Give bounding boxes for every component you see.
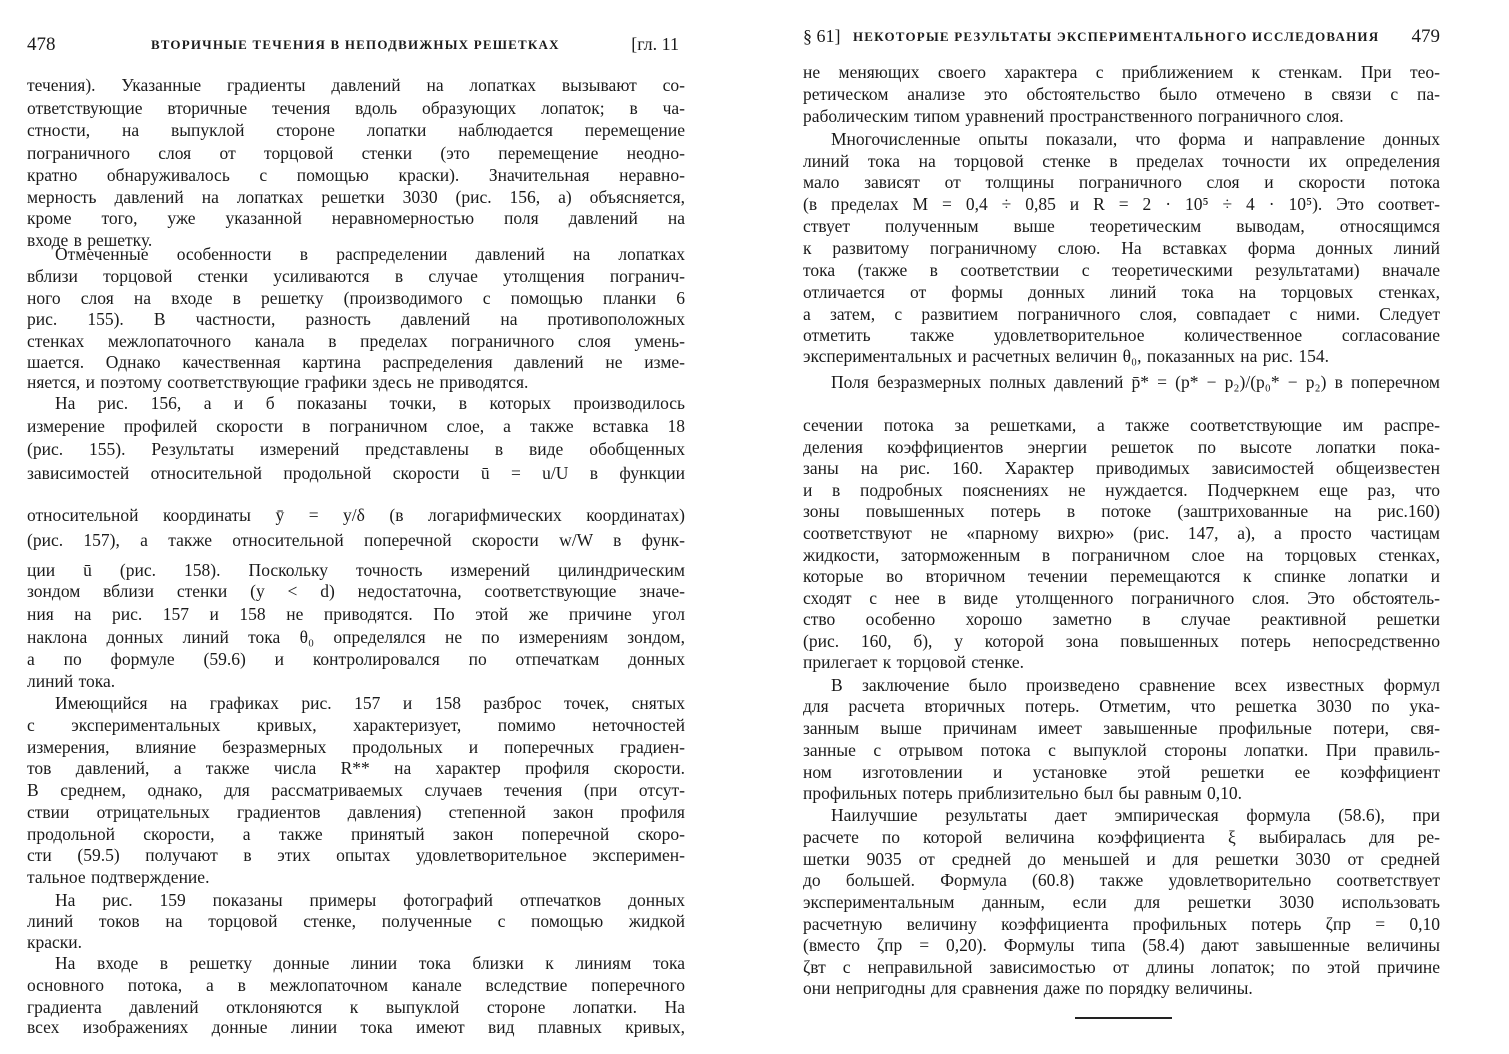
text-line: мало зависят от толщины пограничного слоя и скорости потока — [803, 172, 1440, 192]
text-line: продольной скорости, а также принятый закон поперечной скоро- — [27, 824, 685, 844]
text-line: вблизи торцовой стенки усиливаются в случае утолщения погранич- — [27, 266, 685, 286]
text-line: прилегает к торцовой стенке. — [803, 652, 1025, 672]
text-line: для расчета вторичных потерь. Отметим, что решетка 3030 по ука- — [803, 696, 1440, 716]
text-line: кратно обнаруживалось с помощью краски). Значительная неравно- — [27, 165, 685, 185]
text-line: В заключение было произведено сравнение всех известных формул — [831, 675, 1440, 695]
text-line: ζвт с неправильной зависимостью от длины лопаток; по этой причине — [803, 957, 1440, 977]
text-line: На рис. 159 показаны примеры фотографий отпечатков донных — [55, 890, 685, 910]
text-line: линий тока. — [27, 671, 116, 691]
text-line: всех изображениях донные линии тока имеют вид плавных кривых, — [27, 1017, 685, 1037]
text-line: занные с отрывом потока с выпуклой стороны лопатки. При правиль- — [803, 740, 1440, 760]
running-title: ВТОРИЧНЫЕ ТЕЧЕНИЯ В НЕПОДВИЖНЫХ РЕШЕТКАХ — [151, 37, 560, 52]
running-title: НЕКОТОРЫЕ РЕЗУЛЬТАТЫ ЭКСПЕРИМЕНТАЛЬНОГО ИССЛЕДОВАНИЯ — [853, 29, 1380, 44]
text-line: В среднем, однако, для рассматриваемых случаев течения (при отсут- — [27, 780, 685, 800]
text-line: с экспериментальных кривых, характеризует, помимо неточностей — [27, 715, 685, 735]
text-line: стности, на выпуклой стороне лопатки наблюдается перемещение — [27, 120, 685, 140]
text-line: жидкости, заторможенным в пограничном слое на торцовых стенках, — [803, 545, 1440, 565]
text-line: соответствуют не «парному вихрю» (рис. 147, а), а просто частицам — [803, 523, 1440, 543]
page-header — [803, 26, 1440, 50]
text-line: входе в решетку. — [27, 230, 153, 250]
text-line: расчете по которой величина коэффициента ξ выбиралась для ре- — [803, 827, 1440, 847]
text-line: течения). Указанные градиенты давлений на лопатках вызывают со- — [27, 75, 685, 95]
text-line: а затем, с развитием пограничного слоя, совпадает с ними. Следует — [803, 304, 1440, 324]
text-line: экспериментальных и расчетных величин θ₀, показанных на рис. 154. — [803, 346, 1330, 366]
text-line: экспериментальным данным, если для решетки 3030 использовать — [803, 892, 1440, 912]
text-line: не меняющих своего характера с приближением к стенкам. При тео- — [803, 62, 1440, 82]
text-line: измерение профилей скорости в пограничном слое, а также вставка 18 — [27, 416, 685, 436]
text-line: мерность давлений на лопатках решетки 3030 (рис. 156, а) объясняется, — [27, 187, 685, 207]
page-number: 479 — [1411, 26, 1440, 47]
text-line: тока (также в соответствии с теоретическими результатами) вначале — [803, 260, 1440, 280]
text-line: ного слоя на входе в решетку (производимого с помощью планки 6 — [27, 288, 685, 308]
chapter-label: [гл. 11 — [631, 34, 679, 54]
text-line: профильных потерь приблизительно был бы равным 0,10. — [803, 783, 1243, 803]
right-page — [803, 0, 1440, 1054]
text-line: сти (59.5) получают в этих опытах удовлетворительное эксперимен- — [27, 845, 685, 865]
text-line: няется, и поэтому соответствующие графики здесь не приводятся. — [27, 372, 529, 392]
text-line: сечении потока за решетками, а также соответствующие им распре- — [803, 415, 1440, 435]
text-line: (рис. 155). Результаты измерений представлены в виде обобщенных — [27, 439, 685, 459]
text-line: до большей. Формула (60.8) также удовлетворительно соответствует — [803, 870, 1440, 890]
text-line: деления коэффициентов энергии решеток по высоте лопатки пока- — [803, 437, 1440, 457]
text-line: ния на рис. 157 и 158 не приводятся. По этой же причине угол — [27, 604, 685, 624]
text-line: наклона донных линий тока θ₀ определялся не по измерениям зондом, — [27, 627, 685, 647]
text-line: шается. Однако качественная картина распределения давлений не изме- — [27, 352, 685, 372]
text-line: ство особенно хорошо заметно в случае реактивной решетки — [803, 609, 1440, 629]
text-line: тальное подтверждение. — [27, 867, 210, 887]
text-line: ции ū (рис. 158). Поскольку точность измерений цилиндрическим — [27, 560, 685, 580]
text-line: ретическом анализе это обстоятельство было отмечено в связи с па- — [803, 84, 1440, 104]
text-line: измерения, влияние безразмерных продольных и поперечных градиен- — [27, 737, 685, 757]
text-line: Имеющийся на графиках рис. 157 и 158 разброс точек, снятых — [55, 693, 685, 713]
text-line: они непригодны для сравнения даже по порядку величины. — [803, 978, 1253, 998]
text-line: ствии отрицательных градиентов давления) степенной закон профиля — [27, 802, 685, 822]
text-line: линий токов на торцовой стенке, полученные с помощью жидкой — [27, 911, 685, 931]
end-rule — [1075, 1017, 1172, 1019]
text-line: (вместо ζпр = 0,20). Формулы типа (58.4) дают завышенные величины — [803, 935, 1440, 955]
text-line: заны на рис. 160. Характер приводимых зависимостей общеизвестен — [803, 458, 1440, 478]
text-line: зоны повышенных потерь в потоке (заштрихованные на рис.160) — [803, 501, 1440, 521]
text-line: линий тока на торцовой стенке в пределах точности их определения — [803, 151, 1440, 171]
text-line: (рис. 157), а также относительной поперечной скорости w/W в функ- — [27, 530, 685, 550]
text-line: тов давлений, а также числа R** на характер профиля скорости. — [27, 758, 685, 778]
page-number: 478 — [27, 34, 56, 55]
text-line: ответствующие вторичные течения вдоль образующих лопаток; в ча- — [27, 98, 685, 118]
text-line: основного потока, а в межлопаточном канале вследствие поперечного — [27, 975, 685, 995]
text-line: и в подробных пояснениях не нуждается. Подчеркнем еще раз, что — [803, 480, 1440, 500]
page-header — [27, 34, 685, 58]
text-line: расчетную величину коэффициента профильных потерь ζпр = 0,10 — [803, 914, 1440, 934]
section-label: § 61] — [803, 26, 841, 46]
text-line: На входе в решетку донные линии тока близки к линиям тока — [55, 953, 685, 973]
text-line: ном изготовлении и установке этой решетки ее коэффициент — [803, 762, 1440, 782]
text-line: к развитому пограничному слою. На вставках форма донных линий — [803, 238, 1440, 258]
text-line: а по формуле (59.6) и контролировался по отпечаткам донных — [27, 649, 685, 669]
text-line: шетки 9035 от средней до меньшей и для решетки 3030 от средней — [803, 849, 1440, 869]
text-line: зондом вблизи стенки (y < d) недостаточна, соответствующие значе- — [27, 581, 685, 601]
text-line: отметить также удовлетворительное количественное согласование — [803, 325, 1440, 345]
left-page — [27, 0, 685, 1054]
text-line: сходят с нее в виде утолщенного пограничного слоя. Это обстоятель- — [803, 588, 1440, 608]
text-line: (в пределах M = 0,4 ÷ 0,85 и R = 2 · 10⁵ ÷ 4 · 10⁵). Это соответ- — [803, 194, 1440, 214]
text-line: стенках межлопаточного канала в пределах пограничного слоя умень- — [27, 331, 685, 351]
text-line: градиента давлений отклоняются к выпуклой стороне лопатки. На — [27, 997, 685, 1017]
text-line: На рис. 156, а и б показаны точки, в которых производилось — [55, 393, 685, 413]
text-line: Многочисленные опыты показали, что форма и направление донных — [831, 129, 1440, 149]
text-line: кроме того, уже указанной неравномерностью поля давлений на — [27, 208, 685, 228]
text-line: которые во вторичном течении перемещаются к спинке лопатки и — [803, 566, 1440, 586]
text-line: ствует полученным выше теоретическим выводам, относящимся — [803, 216, 1440, 236]
text-line: (рис. 160, б), у которой зона повышенных потерь непосредственно — [803, 631, 1440, 651]
text-line: Отмеченные особенности в распределении давлений на лопатках — [55, 244, 685, 264]
text-line: краски. — [27, 932, 83, 952]
text-line: относительной координаты ȳ = y/δ (в логарифмических координатах) — [27, 505, 685, 525]
text-line: зависимостей относительной продольной скорости ū = u/U в функции — [27, 463, 685, 483]
text-line: Наилучшие результаты дает эмпирическая формула (58.6), при — [831, 805, 1440, 825]
text-line: отличается от формы донных линий тока на торцовых стенках, — [803, 282, 1440, 302]
text-line: пограничного слоя от торцовой стенки (это перемещение неодно- — [27, 143, 685, 163]
text-line: раболическим типом уравнений пространственного пограничного слоя. — [803, 106, 1344, 126]
text-line: занным выше причинам имеет завышенные профильные потери, свя- — [803, 718, 1440, 738]
text-line: рис. 155). В частности, разность давлений на противоположных — [27, 309, 685, 329]
text-line: Поля безразмерных полных давлений p̄* = (p* − p₂)/(p₀* − p₂) в поперечном — [831, 372, 1440, 392]
